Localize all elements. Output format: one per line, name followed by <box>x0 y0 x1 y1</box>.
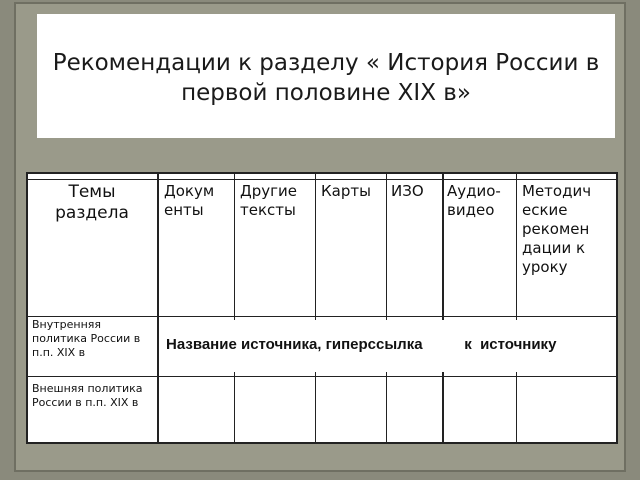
title-box <box>37 14 615 138</box>
header-other-texts: Другие тексты <box>240 182 297 219</box>
source-banner-text: Название источника, гиперссылка к источнику <box>166 336 557 353</box>
col-sep-3 <box>315 174 316 442</box>
header-methodical: Методич еские рекомен дации к уроку <box>522 182 592 276</box>
row-label-foreign: Внешняя политика России в п.п. XIX в <box>32 382 143 409</box>
row-sep-1 <box>26 316 618 317</box>
col-sep-4 <box>386 174 387 442</box>
table-border-left <box>26 172 28 444</box>
header-topics: Темы раздела <box>55 182 129 223</box>
col-sep-1 <box>157 174 159 442</box>
header-art: ИЗО <box>391 182 424 200</box>
row-label-domestic: Внутренняя политика России в п.п. XIX в <box>32 318 141 359</box>
table-border-right <box>616 172 618 444</box>
table-border-top <box>26 172 618 174</box>
col-sep-5 <box>442 174 444 442</box>
recommendations-table <box>26 172 618 444</box>
header-audio-video: Аудио-видео <box>447 182 501 219</box>
table-border-top-inner <box>26 179 618 180</box>
col-sep-6 <box>516 174 517 442</box>
header-maps: Карты <box>321 182 371 200</box>
col-sep-2 <box>234 174 235 442</box>
row-sep-2 <box>26 376 618 377</box>
page-title: Рекомендации к разделу « История России в первой половине XIX в» <box>52 50 600 106</box>
table-border-bottom <box>26 442 618 444</box>
header-documents: Докум енты <box>164 182 215 219</box>
